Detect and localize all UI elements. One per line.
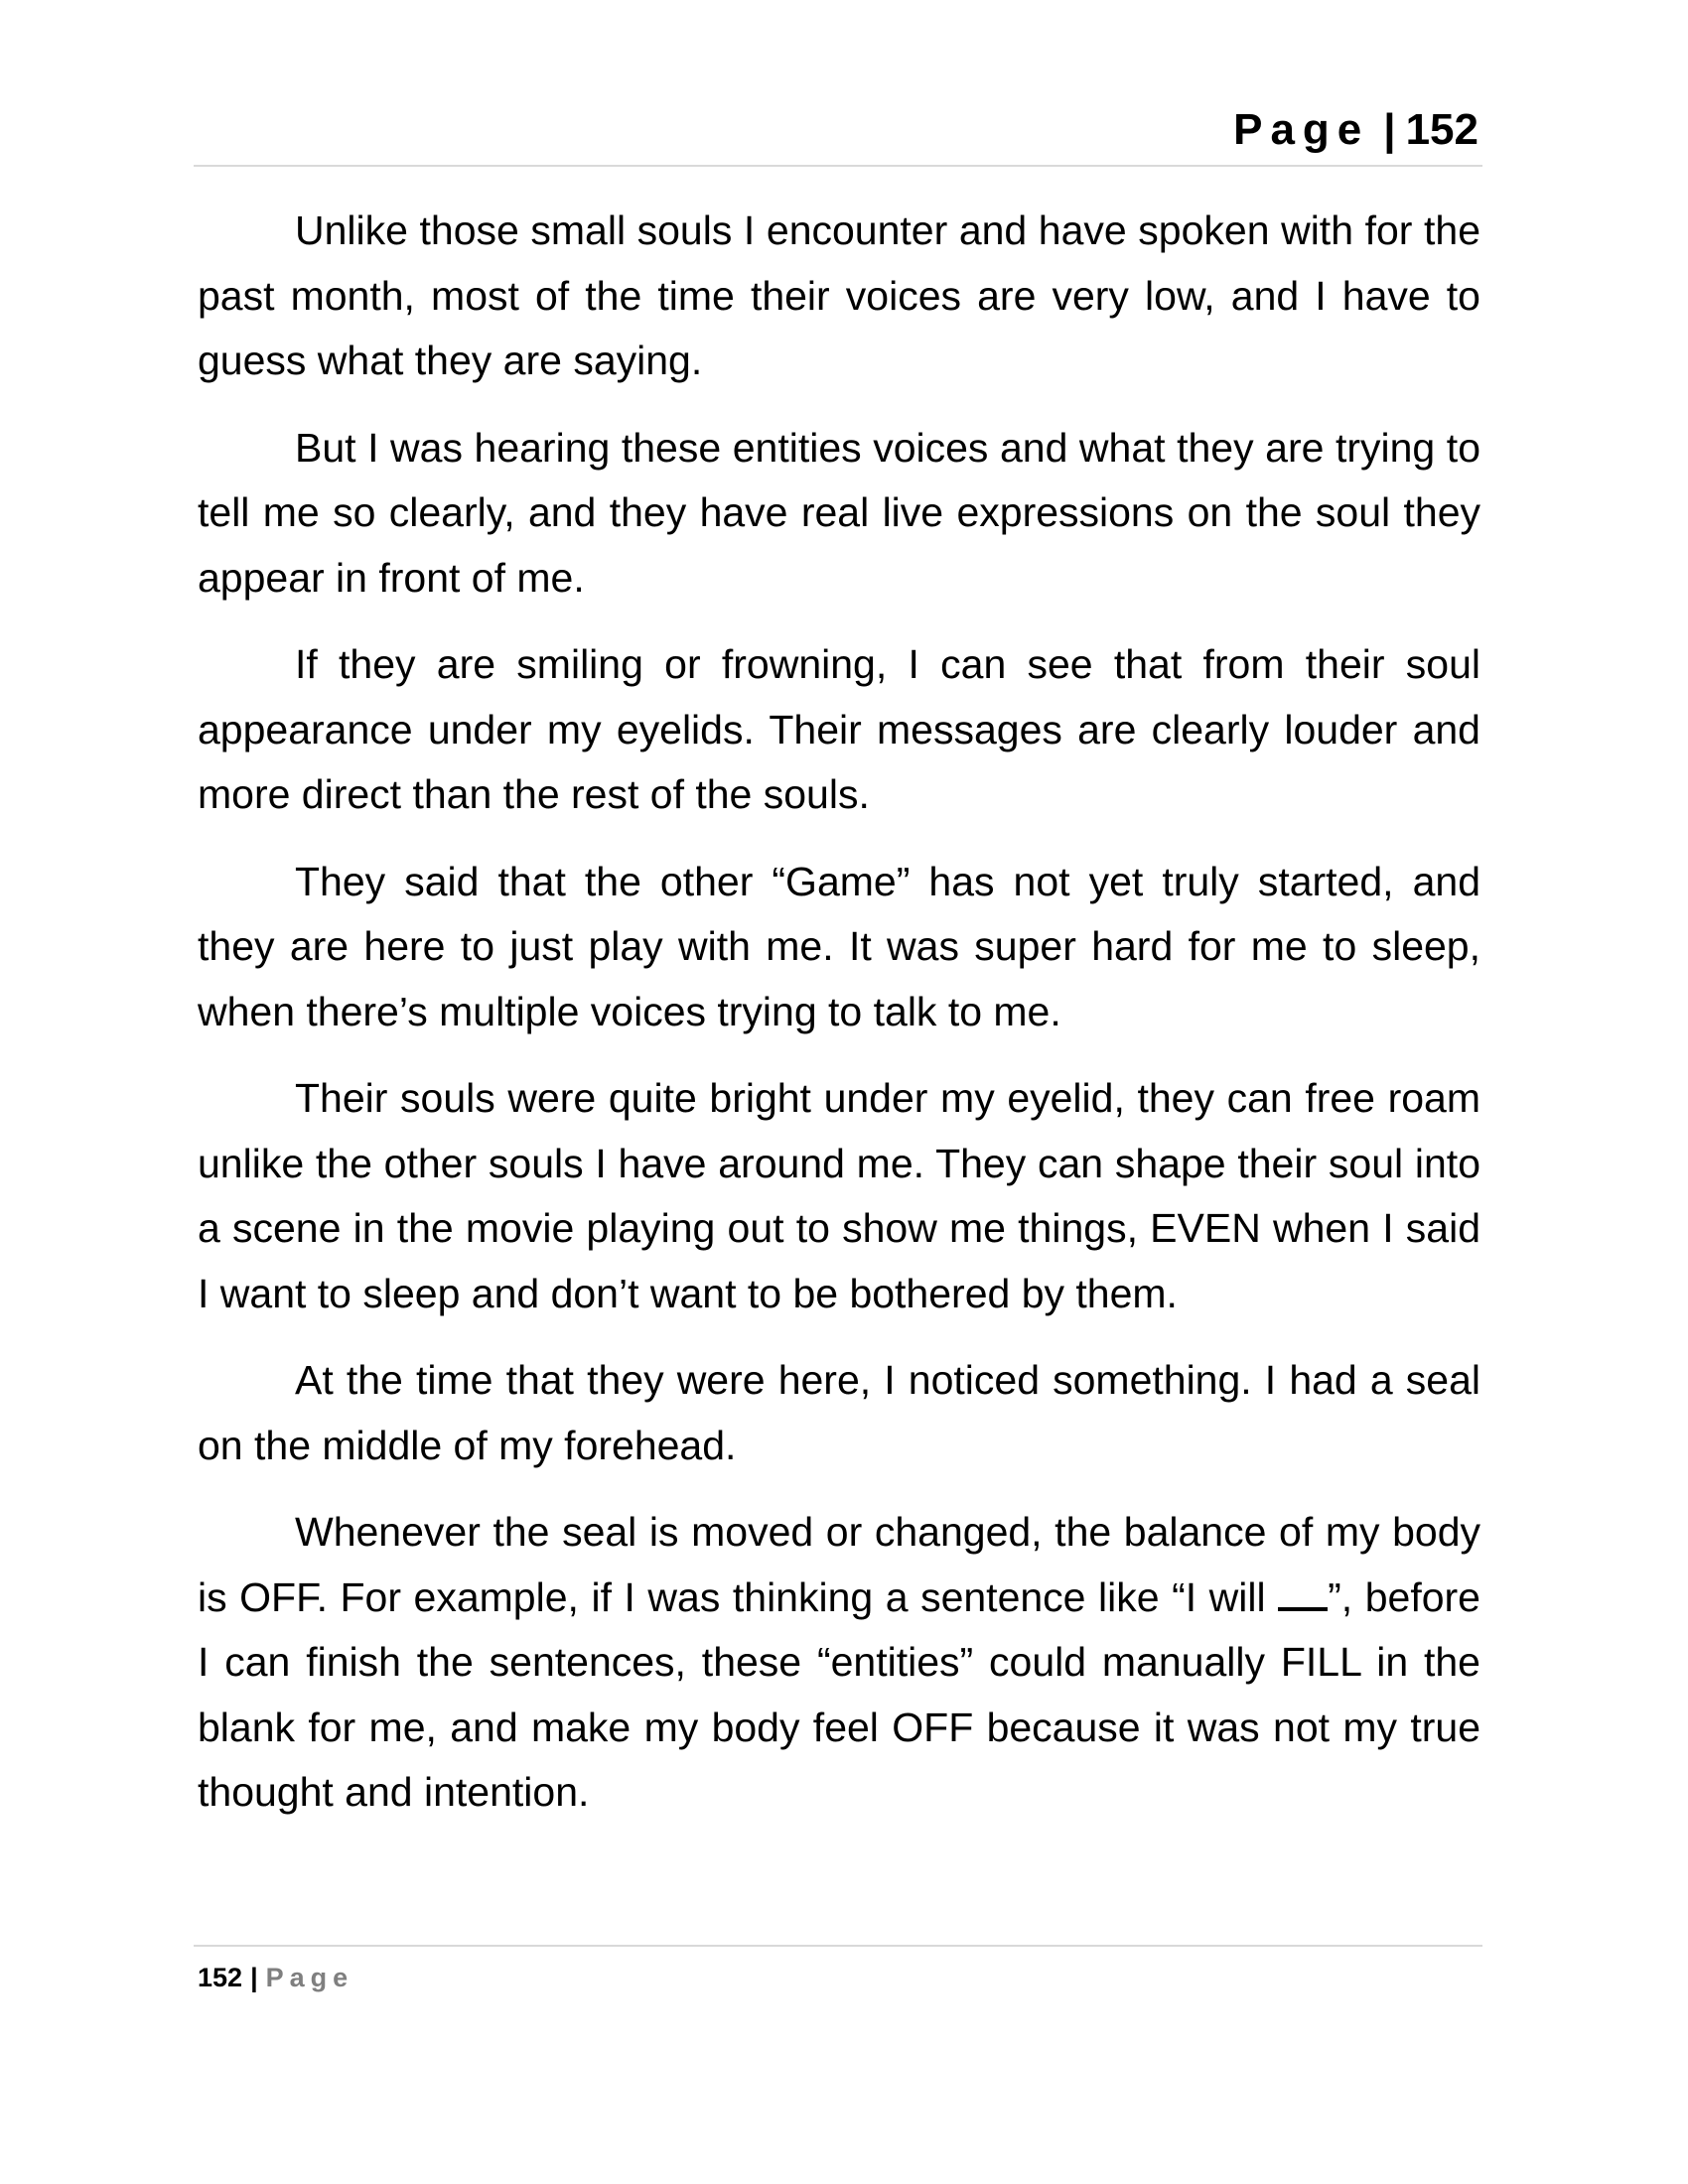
header-page-label: [1233, 105, 1478, 155]
fill-in-blank-line: [1278, 1579, 1328, 1611]
page-footer: [194, 1945, 1482, 1992]
paragraph-7: [198, 1500, 1480, 1826]
paragraph-4: They said that the other “Game” has not yet truly started, and they are here to just play with me. It was super hard for me to sleep, when there’s multiple voices trying to talk to me.: [198, 858, 1480, 1034]
footer-page-word: Page: [265, 1963, 354, 1992]
footer-page-number: 152: [198, 1963, 243, 1992]
paragraph-3: If they are smiling or frowning, I can see that from their soul appearance under my eyelids. Their messages are clearly louder and more direct than the rest of the souls.: [198, 641, 1480, 817]
page-header: [194, 99, 1482, 167]
paragraph-5: Their souls were quite bright under my eyelid, they can free roam unlike the other souls I have around me. They can shape their soul into a scene in the movie playing out to show me things, EVEN when I said I want to sleep and don’t want to be bothered by them.: [198, 1075, 1480, 1316]
paragraph-2: But I was hearing these entities voices and what they are trying to tell me so clearly, and they have real live expressions on the soul they appear in front of me.: [198, 424, 1480, 601]
header-separator: |: [1383, 105, 1396, 154]
header-page-number: 152: [1405, 105, 1478, 154]
footer-page-label: [198, 1963, 353, 1993]
header-page-word: Page: [1233, 105, 1370, 154]
page-body: [198, 199, 1480, 1826]
paragraph-6: At the time that they were here, I noticed something. I had a seal on the middle of my forehead.: [198, 1357, 1480, 1468]
paragraph-7-end: ”, before I can finish the sentences, these “entities” could manually FILL in the blank for me, and make my body feel OFF because it was not my true thought and intention.: [198, 1573, 1480, 1815]
paragraph-1: Unlike those small souls I encounter and have spoken with for the past month, most of the time their voices are very low, and I have to guess what they are saying.: [198, 207, 1480, 383]
footer-separator: |: [250, 1963, 258, 1992]
paragraph-7-start: Whenever the seal is moved or changed, the balance of my body is OFF. For example, if I was thinking a sentence like “I will: [198, 1509, 1480, 1620]
